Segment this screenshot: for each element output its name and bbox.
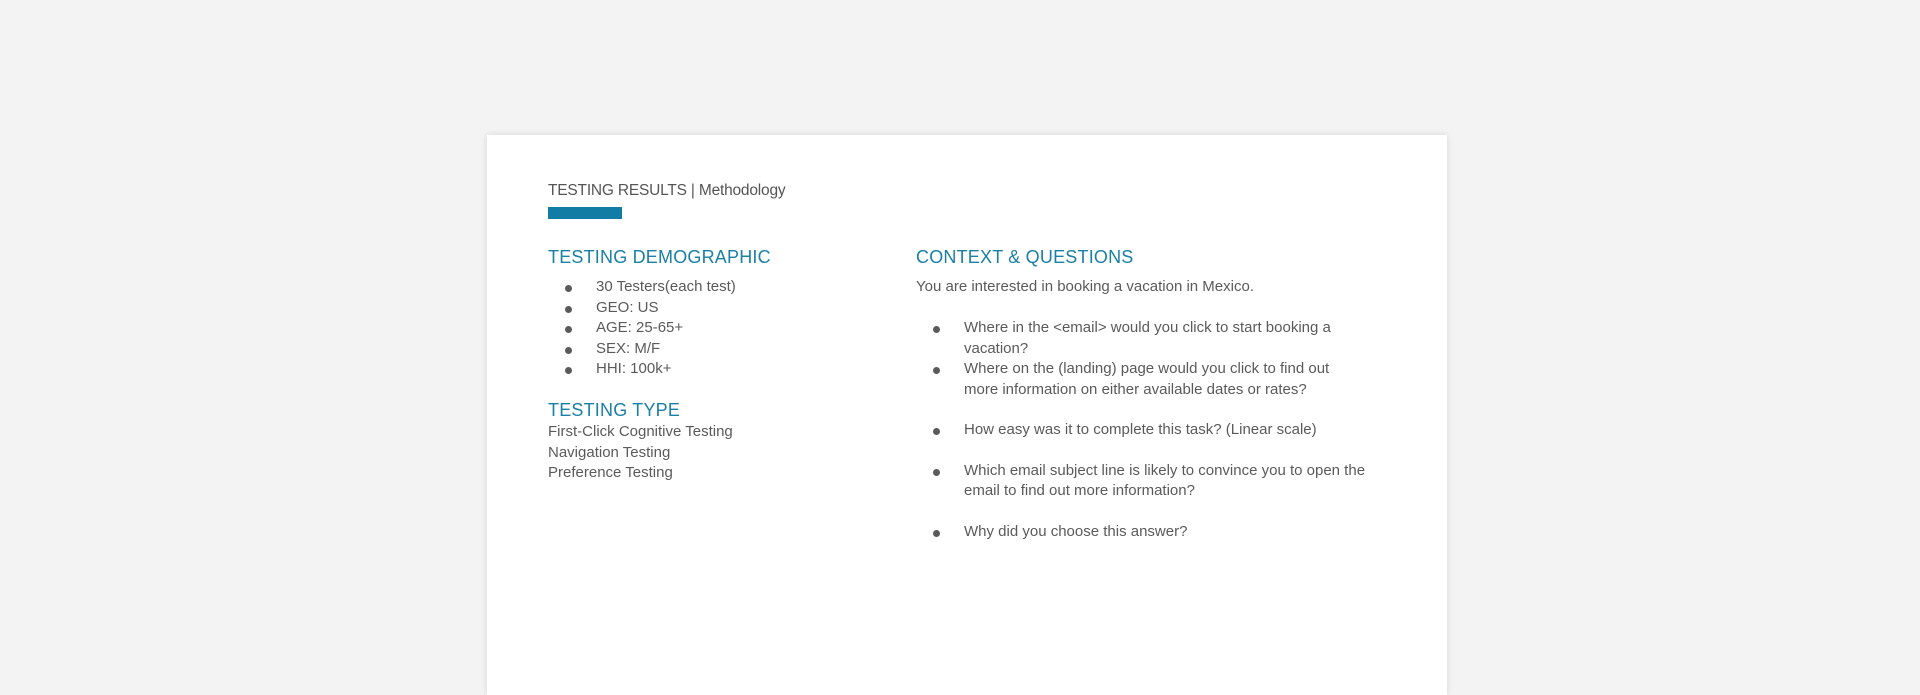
testing-type-item: Preference Testing [548,464,673,481]
question-text: Where in the <email> would you click to start booking a vacation? [964,319,1331,357]
bullet-icon [565,285,572,292]
list-item-text: SEX: M/F [596,339,661,357]
question-item [916,461,1366,502]
page-title: TESTING RESULTS | Methodology [548,182,786,199]
testing-type-list [548,422,733,484]
bullet-icon [933,428,940,435]
document-page [487,135,1447,695]
bullet-icon [565,326,572,333]
bullet-icon [565,347,572,354]
question-text: Why did you choose this answer? [964,522,1188,540]
list-item [548,359,868,380]
question-item [916,359,1366,400]
context-intro: You are interested in booking a vacation in Mexico. [916,278,1254,295]
list-item [548,277,868,298]
testing-type-item: Navigation Testing [548,443,671,461]
question-item [916,420,1366,441]
question-text: Which email subject line is likely to convince you to open the email to find out more information? [964,461,1366,499]
demographic-heading: TESTING DEMOGRAPHIC [548,247,771,267]
bullet-icon [933,469,940,476]
bullet-icon [933,367,940,374]
list-item [548,339,868,360]
testing-type-heading: TESTING TYPE [548,400,681,420]
question-text: Where on the (landing) page would you click to find out more information on either available dates or rates? [964,360,1330,398]
question-item [916,522,1366,543]
bullet-icon [933,326,940,333]
bullet-icon [565,306,572,313]
list-item [548,318,868,339]
title-accent-bar [548,207,622,219]
list-item-text: 30 Testers(each test) [596,278,736,295]
context-heading: CONTEXT & QUESTIONS [916,247,1134,267]
demographic-list [548,277,868,380]
question-text: How easy was it to complete this task? (Linear scale) [964,421,1317,438]
list-item [548,298,868,319]
questions-list [916,318,1366,542]
question-item [916,318,1366,359]
testing-type-item: First-Click Cognitive Testing [548,423,733,440]
bullet-icon [565,367,572,374]
list-item-text: AGE: 25-65+ [596,319,684,336]
list-item-text: HHI: 100k+ [596,360,672,377]
bullet-icon [933,530,940,537]
list-item-text: GEO: US [596,298,659,316]
